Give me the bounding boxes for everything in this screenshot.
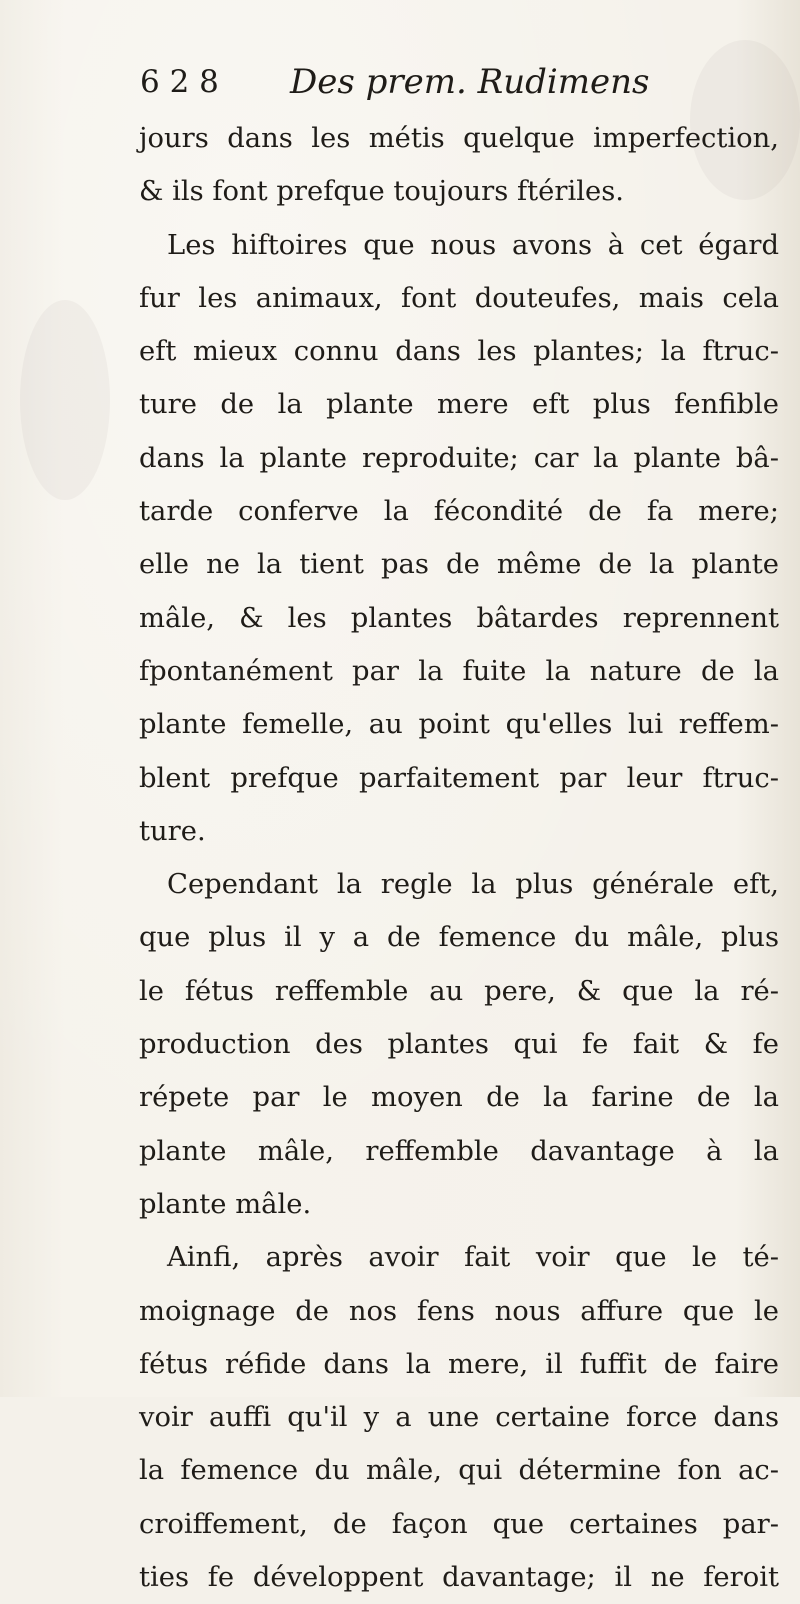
text-line: dans la plante reproduite; car la plante bâ- (139, 442, 779, 474)
text-line: moignage de nos fens nous affure que le (139, 1295, 779, 1327)
text-line: mâle, & les plantes bâtardes reprennent (139, 602, 779, 634)
text-line: le fétus reffemble au pere, & que la ré- (139, 975, 779, 1007)
text-line: jours dans les métis quelque imperfection, (139, 123, 779, 154)
text-line: fétus réfide dans la mere, il fuffit de faire (139, 1348, 779, 1380)
text-line: blent prefque parfaitement par leur ftruc- (139, 762, 779, 794)
running-head: Des prem. Rudimens (290, 62, 650, 102)
text-line: & ils font prefque toujours ftériles. (139, 176, 624, 208)
text-line: répete par le moyen de la farine de la (139, 1082, 779, 1114)
body-text (139, 112, 779, 1604)
text-line: elle ne la tient pas de même de la plante (139, 549, 779, 581)
page-header (140, 62, 660, 102)
text-line: fur les animaux, font douteufes, mais cela (139, 282, 779, 314)
text-line: production des plantes qui fe fait & fe (139, 1029, 779, 1061)
text-line: ture. (139, 815, 206, 847)
text-line: que plus il y a de femence du mâle, plus (139, 922, 779, 954)
text-line: tarde conferve la fécondité de fa mere; (139, 496, 779, 528)
text-line: ture de la plante mere eft plus fenfible (139, 389, 779, 421)
text-line: croiffement, de façon que certaines par- (139, 1508, 779, 1540)
text-line: eft mieux connu dans les plantes; la ftruc- (139, 336, 779, 368)
text-line: plante mâle. (139, 1188, 312, 1220)
paragraph-start-line: Ainfi, après avoir fait voir que le té- (167, 1242, 779, 1274)
text-line: la femence du mâle, qui détermine fon ac- (139, 1455, 779, 1487)
text-line: plante mâle, reffemble davantage à la (139, 1135, 779, 1167)
paragraph-start-line: Les hiftoires que nous avons à cet égard (167, 229, 779, 261)
text-line: ties fe développent davantage; il ne feroit (139, 1562, 779, 1594)
text-line: plante femelle, au point qu'elles lui reffem- (139, 709, 779, 741)
paragraph-start-line: Cependant la regle la plus générale eft, (167, 869, 779, 901)
text-line: voir auffi qu'il y a une certaine force dans (139, 1402, 779, 1434)
text-line: fpontanément par la fuite la nature de la (139, 655, 779, 687)
page-number: 6 2 8 (140, 64, 219, 100)
paper-stain (20, 300, 110, 500)
